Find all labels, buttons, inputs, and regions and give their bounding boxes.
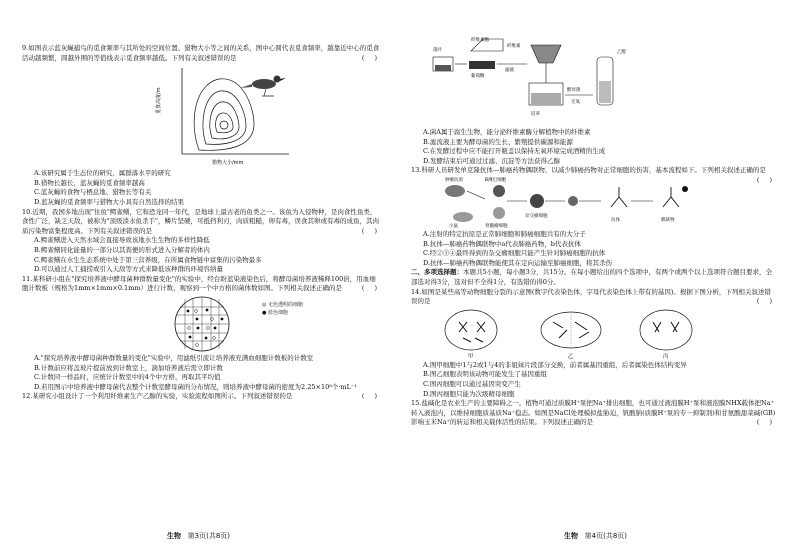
q10-option-b: B.鳄雀鳝同化能量的一部分以其粪便的形式进入分解者的体内 bbox=[34, 245, 210, 254]
question-15-stem: 15.盐碱化是农业生产的主要障碍之一。植物可通过质膜H⁺泵把Na⁺排出细胞，也可通过液泡膜H⁺泵和液泡膜NHX载体把Na⁺转入液泡内，以维持细胞质基质Na⁺稳态。如图是NaCl处理模拟盐胁迫，钒酸钠(质膜H⁺泵的专一抑制剂)和甘氨酸甜菜碱(GB)影响玉米Na⁺的转运和相关载体活性的结果。下列叙述正确的是 bbox=[411, 399, 776, 427]
q12-option-c: C.在发酵过程中应不能打开瓶盖以保持无氧环境完成酒精的生成 bbox=[423, 147, 606, 156]
q12-option-a: A.菌A属于腐生生物，能分泌纤维素酶分解植物中的纤维素 bbox=[423, 128, 591, 136]
q13-option-d: D.抗体—肺癌药物偶联物能使其在定向运输至肺癌细胞，将其杀伤 bbox=[423, 258, 613, 267]
page-right bbox=[397, 0, 794, 554]
q11-legend bbox=[262, 301, 303, 317]
q9-figure bbox=[22, 64, 381, 168]
question-10-stem: 10.近期，我国多地出现"往鱼"鳄雀鳝，它和恐龙同一年代，是地球上最古老的鱼类之一。该鱼为入侵物种，是肉食性鱼类，食性广泛，缺乏天敌，被称为"顶级淡水鱼杀手"，鳞片坚硬，可抵挡利刃，肉质粗糙，卵有毒，误食其卵或有毒的成鱼，其肉质污染物富集程度高。下列有关叙述错误的是 bbox=[22, 207, 379, 235]
question-12 bbox=[22, 392, 381, 402]
question-9-stem: 9.如图表示蓝灰蝇捕鸟的觅食频率与其所处的空间位置、猎物大小等之间的关系，图中心圆代表觅食频率，越靠近中心的觅食活动越频繁，圆越外围的等值线表示觅食频率越低。下列有关叙述错误的是 bbox=[22, 44, 380, 62]
contour-center bbox=[220, 121, 228, 129]
q9-option-d: D.蓝灰蝇的觅食频率与猎物大小具有自然选择的结果 bbox=[34, 197, 185, 206]
y-axis-label: 觅食高度/m bbox=[156, 87, 162, 115]
q11-figure bbox=[22, 295, 381, 353]
q13-option-c: C.经②③④最终得到的杂交瘤细胞只能产生针对肺癌细胞的抗体 bbox=[423, 249, 606, 258]
footer-page-number: 第4页(共8页) bbox=[584, 532, 628, 541]
figure-label: 骨髓瘤细胞 bbox=[485, 223, 508, 229]
flow-label: 乙醇 bbox=[617, 50, 626, 55]
figure-label: 杂交瘤细胞 bbox=[525, 213, 548, 219]
contour-line bbox=[216, 113, 233, 133]
q14-option-d: D.图丙细胞只能为次级精母细胞 bbox=[423, 389, 515, 398]
question-15 bbox=[411, 399, 776, 428]
answer-blank: ( ) bbox=[361, 284, 381, 293]
figure-label: 肿瘤抗原 bbox=[445, 177, 463, 183]
q11-option-a: A."探究培养液中酵母菌种群数量的变化"实验中，用滤纸引流让培养液充满血细胞计数板的计数室 bbox=[34, 353, 314, 362]
q9-option-b: B.猎物长越长，蓝灰蝇的觅食频率越高 bbox=[34, 178, 145, 187]
q14-option-c: C.图丙细胞可以通过基因突变产生 bbox=[423, 379, 521, 388]
figure-label: B淋巴细胞 bbox=[485, 177, 507, 183]
footer-subject: 生物 bbox=[563, 532, 578, 541]
question-12-stem: 12.某研究小组设计了一个利用纤维素生产乙醇的实验，实验流程如图所示。下列叙述错误的是 bbox=[22, 392, 293, 401]
q13-option-a: A.注射的特定抗原是正常肺细胞和肺癌细胞共有的大分子 bbox=[423, 229, 586, 238]
q13-option-b: B.抗体—肺癌药物偶联物中a代表肺癌药物，b代表抗体 bbox=[423, 239, 581, 248]
contour-line bbox=[194, 79, 254, 150]
flow-label: 纤维素 bbox=[507, 44, 521, 49]
q13-figure-labels bbox=[445, 177, 675, 229]
flow-label: 酵母菌 bbox=[567, 88, 581, 93]
footer-subject: 生物 bbox=[166, 532, 181, 541]
answer-blank: ( ) bbox=[756, 418, 776, 427]
flow-label: 葡萄糖 bbox=[471, 74, 485, 79]
answer-blank: ( ) bbox=[361, 226, 381, 235]
flow-label: 纤维素酶 bbox=[471, 38, 489, 43]
flow-label: 培养 bbox=[531, 112, 540, 117]
q14-figure bbox=[411, 308, 776, 360]
section-2-title: 二、多项选择题： bbox=[411, 268, 463, 277]
ethanol-flow-diagram bbox=[431, 37, 631, 127]
antibody-drug-conjugate-diagram bbox=[441, 177, 701, 229]
question-14-stem: 14.如图是某些高等动物细胞分裂的示意图(数字代表染色体，字母代表染色体上带有的基因)。根据下图分析，下列相关叙述错误的是 bbox=[411, 287, 771, 306]
q12-option-b: B.滤流液主要为酵母菌的生长、繁殖提供碳源和能源 bbox=[423, 137, 573, 146]
page-footer bbox=[397, 532, 794, 542]
question-11-stem: 11.某科研小组在"探究培养液中酵母菌种群数量变化"的实验中，经台盼蓝染液染色后，将酵母菌培养液稀释100倍，用血细胞计数板（规格为1mm×1mm×0.1mm）进行计数，观察到一个中方格的菌体数如图。下列相关叙述正确的是 bbox=[22, 274, 376, 293]
cell-division-diagram bbox=[431, 308, 711, 360]
answer-blank: ( ) bbox=[756, 175, 776, 184]
q13-figure bbox=[411, 177, 776, 229]
q9-option-a: A.该研究属于生态位的研究，属群落水平的研究 bbox=[34, 169, 171, 178]
cell-yi bbox=[541, 312, 601, 348]
q14-option-b: B.图乙细胞表明该动物可能发生了基因重组 bbox=[423, 370, 547, 379]
q11-option-c: C.计数同一样品时，应统计计数室中的4个中方格，再取其平均值 bbox=[34, 373, 221, 382]
cell-label: 乙 bbox=[568, 353, 574, 360]
q10-option-a: A.鳄雀鳝进入天然水域会直接导致该地水生生物的多样性降低 bbox=[34, 236, 210, 245]
flow-label: 滤液 bbox=[505, 68, 514, 73]
answer-blank: ( ) bbox=[756, 297, 776, 306]
q11-option-b: B.计数前应将盖玻片提前放到计数室上，滴加培养液后需立即计数 bbox=[34, 363, 223, 372]
question-14 bbox=[411, 288, 776, 307]
q10-option-c: C.鳄雀鳝在水生生态系统中处于第三营养级，在所属食物链中富集的污染物最多 bbox=[34, 255, 262, 264]
question-11 bbox=[22, 275, 381, 294]
cell-label: 丙 bbox=[663, 353, 669, 360]
figure-label: 抗体 bbox=[611, 217, 620, 223]
cell-bing bbox=[640, 310, 692, 350]
cell-label: 甲 bbox=[468, 353, 474, 360]
contour-line bbox=[203, 91, 246, 144]
flow-label: 落叶 bbox=[433, 48, 442, 53]
hemocytometer-grid bbox=[152, 295, 252, 353]
contour-line bbox=[210, 102, 239, 139]
page-footer bbox=[0, 532, 397, 542]
q12-flow-figure bbox=[411, 37, 776, 127]
x-axis-label: 猎物大小/mm bbox=[212, 160, 244, 167]
figure-label: 偶联物 bbox=[661, 217, 675, 223]
answer-blank: ( ) bbox=[361, 53, 381, 62]
question-10 bbox=[22, 208, 381, 237]
contour-chart bbox=[154, 64, 304, 168]
flow-label: 无氧 bbox=[571, 100, 580, 105]
question-9 bbox=[22, 44, 381, 63]
q12-option-d: D.发酵结束后可通过过滤、沉淀等方法获得乙醇 bbox=[423, 156, 561, 165]
q9-option-c: C.蓝灰蝇的食物与栖息地、猎物长等有关 bbox=[34, 188, 152, 197]
section-2-instructions: 本题共5小题，每小题3分，共15分。在每小题给出的四个选项中，有两个或两个以上选项符合题目要求，全部选对得3分，选对但不全得1分，有选错的得0分。 bbox=[411, 268, 773, 286]
footer-page-number: 第3页(共8页) bbox=[187, 532, 231, 541]
q11-option-d: D.若用图示中培养液中酵母菌代表整个计数室酵母菌的分布情况，则培养液中酵母菌的密度为2.25×10⁸个·mL⁻¹ bbox=[34, 382, 357, 391]
q10-option-d: D.可以通过人工捕捞或引入天敌等方式来降低该种群的环境容纳量 bbox=[34, 265, 224, 274]
legend-item: ● 蓝色细胞 bbox=[262, 309, 288, 316]
legend-item: ◎ 无色透明的细胞 bbox=[262, 301, 303, 308]
answer-blank: ( ) bbox=[361, 392, 381, 401]
section-2-header bbox=[411, 268, 776, 287]
question-13-stem: 13.科研人员研发单克隆抗体—肺癌药物偶联物，以减少肺癌药物对正常细胞的伤害，基本流程如下。下列相关叙述正确的是 bbox=[411, 166, 766, 175]
cell-jia bbox=[445, 310, 497, 350]
bird-illustration bbox=[240, 76, 286, 97]
figure-label: 小鼠 bbox=[449, 223, 458, 229]
q14-option-a: A.图甲细胞中1与2或1与4的非姐妹片段部分交换，前者属基因重组，后者属染色体结构变异 bbox=[423, 360, 687, 369]
